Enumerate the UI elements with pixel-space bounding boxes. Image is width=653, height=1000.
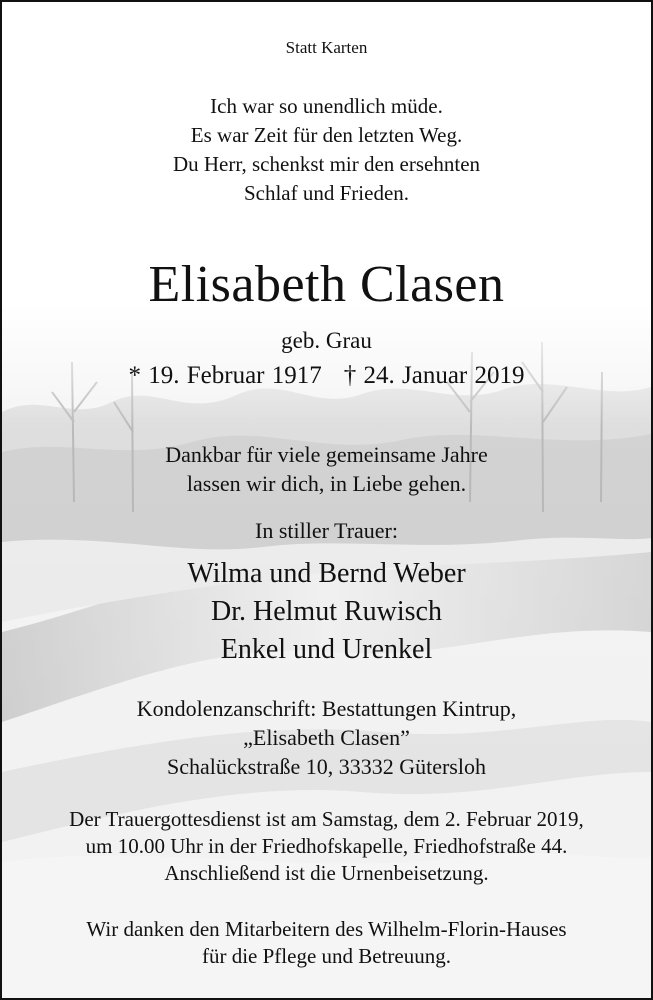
mourners-list — [2, 555, 651, 669]
deceased-name: Elisabeth Clasen — [148, 256, 505, 313]
condolence-address — [2, 694, 651, 781]
mourning-label: In stiller Trauer: — [255, 518, 398, 543]
thanks-line: lassen wir dich, in Liebe gehen. — [186, 471, 467, 496]
verse-line: Du Herr, schenkst mir den ersehnten — [172, 152, 481, 176]
birth-date: * 19. Februar 1917 — [128, 362, 322, 389]
verse-line: Schlaf und Frieden. — [243, 181, 410, 205]
service-line: Der Trauergottesdienst ist am Samstag, dem 2. Februar 2019, — [69, 807, 584, 831]
closing-line: für die Pflege und Betreuung. — [201, 944, 452, 968]
life-dates — [2, 362, 651, 390]
mourner-name: Dr. Helmut Ruwisch — [211, 596, 442, 627]
service-line: um 10.00 Uhr in der Friedhofskapelle, Friedhofstraße 44. — [85, 834, 568, 858]
condolence-line: Schalückstraße 10, 33332 Gütersloh — [167, 754, 486, 779]
condolence-line: Kondolenzanschrift: Bestattungen Kintrup, — [136, 696, 517, 721]
service-info — [2, 806, 651, 887]
closing-thanks — [2, 916, 651, 970]
condolence-line: „Elisabeth Clasen” — [243, 725, 410, 750]
header-text: Statt Karten — [285, 38, 368, 57]
notice-content — [2, 2, 651, 998]
mourner-name: Enkel und Urenkel — [220, 634, 433, 665]
mourner-name: Wilma und Bernd Weber — [187, 558, 466, 589]
thanks-line: Dankbar für viele gemeinsame Jahre — [165, 442, 488, 467]
closing-line: Wir danken den Mitarbeitern des Wilhelm-Florin-Hauses — [86, 917, 567, 941]
thanks-text — [2, 440, 651, 498]
verse — [2, 92, 651, 208]
verse-line: Es war Zeit für den letzten Weg. — [190, 123, 463, 147]
verse-line: Ich war so unendlich müde. — [210, 94, 443, 118]
maiden-name: geb. Grau — [281, 328, 372, 353]
service-line: Anschließend ist die Urnenbeisetzung. — [164, 861, 489, 885]
death-date: † 24. Januar 2019 — [343, 362, 525, 389]
